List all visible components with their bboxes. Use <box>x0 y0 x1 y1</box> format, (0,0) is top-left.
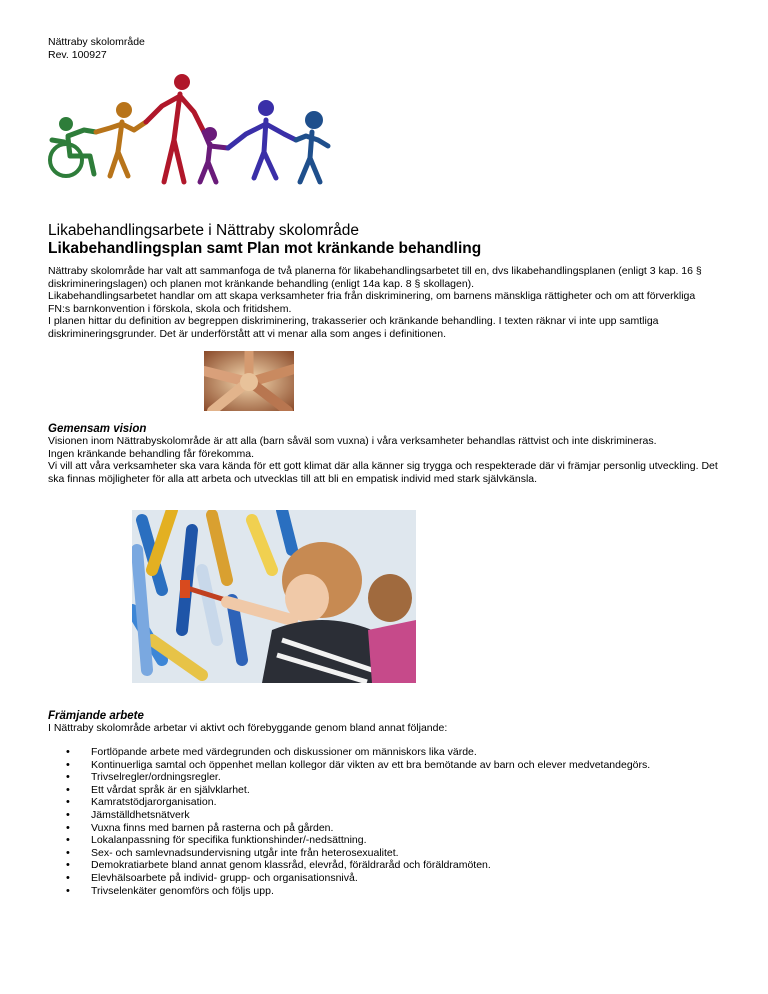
vision-text <box>48 435 720 485</box>
list-item: • Kamratstödjarorganisation. <box>48 796 728 809</box>
list-item: • Lokalanpassning för specifika funktionshinder/-nedsättning. <box>48 834 728 847</box>
list-item: • Demokratiarbete bland annat genom klassråd, elevråd, föräldraråd och föräldramöten. <box>48 859 728 872</box>
revision: Rev. 100927 <box>48 49 107 61</box>
title-line1: Likabehandlingsarbete i Nättraby skolområde <box>48 222 360 239</box>
list-item: • Vuxna finns med barnen på rasterna och på gården. <box>48 822 728 835</box>
list-item: • Elevhälsoarbete på individ- grupp- och organisationsnivå. <box>48 872 728 885</box>
list-item: • Trivselenkäter genomförs och följs upp. <box>48 885 728 898</box>
child-painting-photo <box>132 510 416 683</box>
intro-paragraph-3: I planen hittar du definition av begreppen diskriminering, trakasserier och kränkande behandling. I texten räknar vi inte upp samtliga diskrimineringsgrunder. Det är underförstått att vi menar alla som anges i definitionen. <box>48 315 659 340</box>
vision-paragraph-3: Vi vill att våra verksamheter ska vara kända för ett gott klimat där alla känner sig trygga och respekterade där vi främjar personlig utveckling. Det ska finnas möjligheter för alla att arbeta och utvecklas till att bli en empatisk individ med stark självkänsla. <box>48 460 718 485</box>
list-item: • Trivselregler/ordningsregler. <box>48 771 728 784</box>
intro-paragraph-2: Likabehandlingsarbetet handlar om att skapa verksamheter fria från diskriminering, om barnens mänskliga rättigheter och om att förverkliga FN:s barnkonvention i förskola, skola och fritidshem. <box>48 290 696 315</box>
vision-heading: Gemensam vision <box>48 423 147 435</box>
list-item: • Jämställdhetsnätverk <box>48 809 728 822</box>
list-item: • Kontinuerliga samtal och öppenhet mellan kollegor där vikten av ett bra bemötande av barn och elever medvetandegörs. <box>48 759 728 772</box>
promo-heading: Främjande arbete <box>48 710 144 722</box>
intro-paragraph-1: Nättraby skolområde har valt att sammanfoga de två planerna för likabehandlingsarbetet till en, dvs likabehandlingsplanen (enligt 3 kap. 16 § diskrimineringslagen) och planen mot kränkande behandling (enligt 14a kap. 8 § skollagen). <box>48 265 702 290</box>
vision-paragraph-1: Visionen inom Nättrabyskolområde är att alla (barn såväl som vuxna) i våra verksamheter behandlas rättvist och inte diskrimineras. <box>48 435 657 447</box>
list-item: • Sex- och samlevnadsundervisning utgår inte från heterosexualitet. <box>48 847 728 860</box>
list-item: • Fortlöpande arbete med värdegrunden och diskussioner om människors lika värde. <box>48 746 728 759</box>
promo-list <box>48 746 728 897</box>
promo-intro: I Nättraby skolområde arbetar vi aktivt och förebyggande genom bland annat följande: <box>48 722 448 734</box>
org-name: Nättraby skolområde <box>48 36 145 48</box>
title-line2: Likabehandlingsplan samt Plan mot kränkande behandling <box>48 240 482 257</box>
children-holding-hands-icon <box>44 70 334 188</box>
intro-text <box>48 265 720 341</box>
joined-hands-photo <box>204 351 294 411</box>
vision-paragraph-2: Ingen kränkande behandling får förekomma. <box>48 447 255 460</box>
list-item: • Ett vårdat språk är en självklarhet. <box>48 784 728 797</box>
